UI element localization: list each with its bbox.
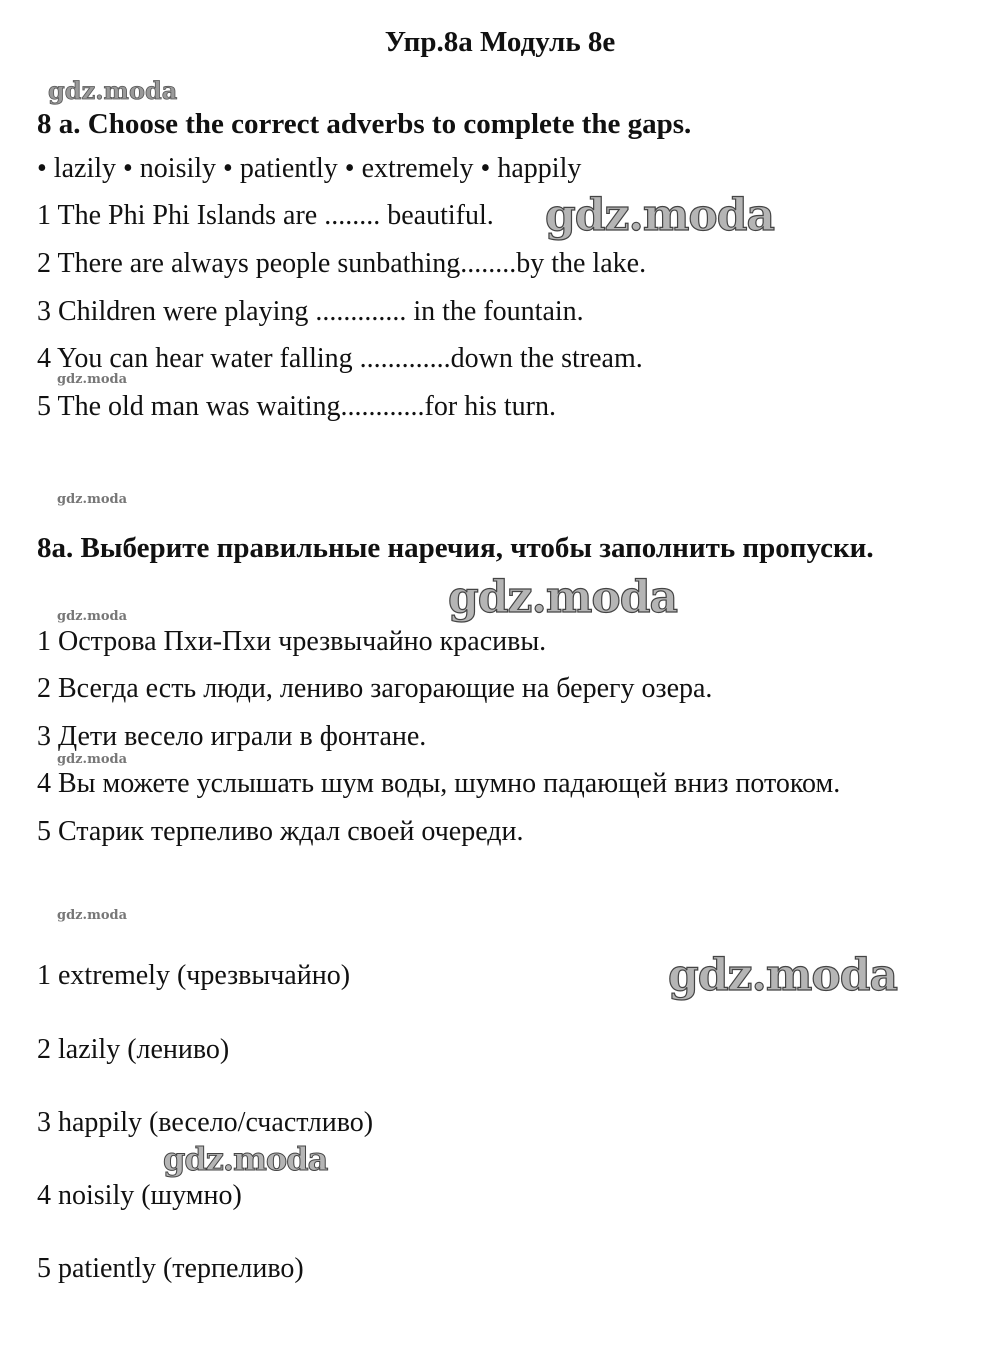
watermark: gdz.moda xyxy=(57,492,128,507)
watermark: gdz.moda xyxy=(545,190,775,241)
watermark: gdz.moda xyxy=(448,572,678,623)
watermark: gdz.moda xyxy=(48,76,178,105)
russian-task-heading: 8a. Выберите правильные наречия, чтобы заполнить пропуски. xyxy=(37,532,874,564)
english-item: 1 The Phi Phi Islands are ........ beautiful. xyxy=(37,200,494,231)
english-item: 5 The old man was waiting............for his turn. xyxy=(37,391,556,422)
watermark: gdz.moda xyxy=(163,1140,328,1178)
russian-item: 5 Старик терпеливо ждал своей очереди. xyxy=(37,816,524,847)
english-item: 4 You can hear water falling .............down the stream. xyxy=(37,343,643,374)
answer-item: 1 extremely (чрезвычайно) xyxy=(37,960,351,991)
page-title: Упр.8а Модуль 8е xyxy=(384,26,616,58)
watermark: gdz.moda xyxy=(57,372,128,387)
word-bank: • lazily • noisily • patiently • extremely • happily xyxy=(37,153,582,184)
english-item: 2 There are always people sunbathing........by the lake. xyxy=(37,248,647,279)
watermark: gdz.moda xyxy=(668,950,898,1001)
english-task-heading: 8 a. Choose the correct adverbs to complete the gaps. xyxy=(37,108,692,140)
russian-item: 2 Всегда есть люди, лениво загорающие на берегу озера. xyxy=(37,673,713,704)
answer-item: 5 patiently (терпеливо) xyxy=(37,1253,304,1284)
answer-item: 3 happily (весело/счастливо) xyxy=(37,1107,374,1138)
english-item: 3 Children were playing ............. in the fountain. xyxy=(37,296,584,327)
watermark: gdz.moda xyxy=(57,908,128,923)
watermark: gdz.moda xyxy=(57,609,128,624)
watermark: gdz.moda xyxy=(57,752,128,767)
russian-item: 4 Вы можете услышать шум воды, шумно падающей вниз потоком. xyxy=(37,768,841,799)
answer-item: 2 lazily (лениво) xyxy=(37,1034,230,1065)
answer-item: 4 noisily (шумно) xyxy=(37,1180,242,1211)
russian-item: 1 Острова Пхи-Пхи чрезвычайно красивы. xyxy=(37,626,547,657)
russian-item: 3 Дети весело играли в фонтане. xyxy=(37,721,427,752)
